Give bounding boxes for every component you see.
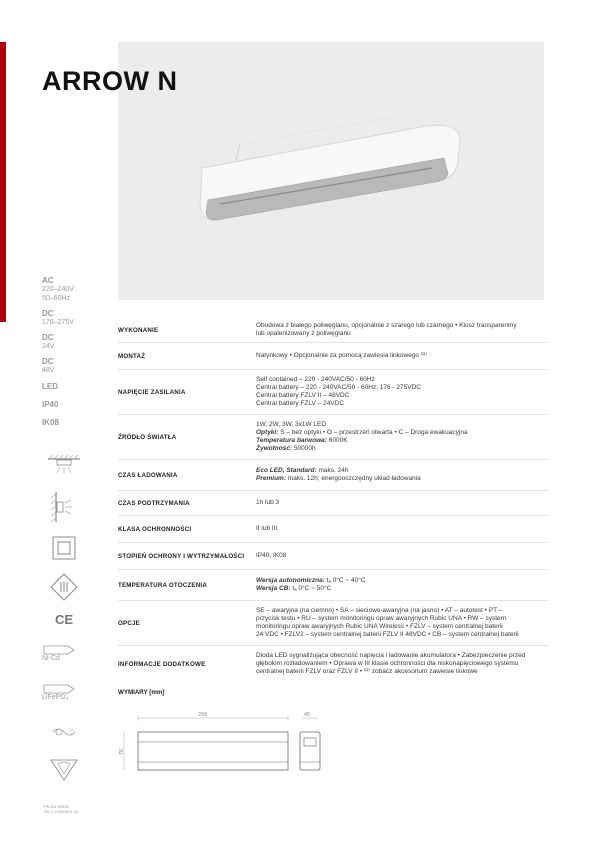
value-line	[256, 577, 548, 585]
row-value	[256, 372, 548, 412]
dim-height: 76	[119, 748, 125, 755]
value-line: Central battery – 220 - 240VAC/50 - 60Hz; 176 - 275VDC	[256, 384, 421, 391]
value-key: Wersja CB:	[256, 585, 291, 592]
row-label: OPCJE	[118, 619, 140, 627]
value-text: 6000K	[326, 437, 348, 444]
value-text: maks. 12h; energooszczędny układ ładowania	[285, 475, 421, 482]
row-klasa	[118, 516, 548, 543]
accent-rule	[0, 42, 6, 322]
value-line: Central battery FZLV II – 48VDC	[256, 392, 350, 399]
value-line: przycisk testu • RU – system monitoringu opraw awaryjnych Rubic UNA • RW – system	[256, 615, 507, 622]
spec-ac-voltage: 220–240V	[42, 286, 74, 293]
svg-text:12: 12	[69, 727, 74, 732]
value-line: 24 VDC • FZLV2 – system centralnej baterii FZLV II 48VDC • CB – system centralnej baterii	[256, 631, 519, 638]
dim-length: 299	[198, 712, 208, 718]
row-value	[256, 348, 548, 364]
row-wykonanie	[118, 318, 548, 343]
spec-ip: IP40	[42, 400, 59, 409]
row-label: WYKONANIE	[118, 326, 159, 334]
quality-mark-icon	[42, 756, 86, 782]
value-line: SE – awaryjna (na ciemno) • SA – sieciowo-awaryjna (na jasno) • AT – autotest • PT –	[256, 607, 503, 614]
spec-ac-frequency: 50–60Hz	[42, 295, 71, 302]
value-key: Optyki:	[256, 429, 279, 436]
spec-dc2-voltage: 24V	[42, 343, 55, 350]
row-value	[256, 417, 548, 457]
value-line	[256, 429, 548, 437]
row-label: STOPIEŃ OCHRONY I WYTRZYMAŁOŚCI	[118, 552, 245, 560]
row-value: 1h lub 3	[256, 499, 280, 506]
value-line: monitoringu opraw awaryjnych Rubic UNA Wireless • FZLV – system centralnej baterii	[256, 623, 503, 630]
row-value	[256, 573, 548, 597]
class-ii-icon	[42, 535, 86, 561]
value-line: Dioda LED sygnalizująca obecność napięcia i ładowanie akumulatora • Zabezpieczenie przed	[256, 652, 526, 659]
value-key: Premium:	[256, 475, 286, 482]
value-line	[256, 585, 548, 593]
row-informacje	[118, 646, 548, 682]
spec-table	[118, 318, 548, 682]
row-value: IP40, IK08	[256, 552, 287, 559]
row-value	[256, 648, 548, 680]
battery-nicd-icon	[42, 645, 86, 662]
ce-icon: CE	[54, 612, 74, 627]
value-key: Wersja autonomiczna:	[256, 577, 325, 584]
value-text: tₐ 0°C ~ 40°C	[324, 577, 366, 584]
value-text: maks. 24h	[316, 467, 349, 474]
row-label: NAPIĘCIE ZASILANIA	[118, 388, 186, 396]
value-line: lub opalenizowany z poliwęglanu	[256, 330, 351, 337]
value-key: Eco LED, Standard:	[256, 467, 317, 474]
value-line	[256, 467, 548, 475]
value-text: S – bez optyki • O – przestrzeń otwarta • C – Droga ewakuacyjna	[278, 429, 468, 436]
battery-lifepo-label: LiFePO₄	[42, 694, 69, 701]
row-opcje	[118, 601, 548, 646]
value-line	[256, 437, 548, 445]
value-line: głębokim rozładowaniem • Oprawa w III klasie ochronności dla niskonapięciowego systemu	[256, 660, 519, 667]
class-iii-icon	[42, 573, 86, 601]
value-line: Natynkowy • Opcjonalnie za pomocą zawiesia linkowego ⁽ᴿ⁾	[256, 352, 427, 359]
left-spec-list	[42, 276, 112, 436]
row-podtrzymanie	[118, 491, 548, 516]
value-line	[256, 475, 548, 483]
dimensions-label: WYMIARY [mm]	[118, 689, 165, 696]
row-value	[256, 603, 548, 643]
row-temperatura	[118, 570, 548, 601]
spec-dc2-head: DC	[42, 333, 54, 342]
value-line	[256, 445, 548, 453]
spec-dc3-voltage: 48V	[42, 367, 55, 374]
page-title: ARROW N	[42, 66, 178, 96]
row-ladowanie	[118, 460, 548, 491]
spec-ik: IK08	[42, 418, 59, 427]
spec-dc1-head: DC	[42, 309, 54, 318]
value-line: Obudowa z białego poliwęglanu, opcjonalnie z szarego lub czarnego • Klosz transparentny	[256, 322, 517, 329]
surface-mount-icon	[42, 454, 86, 480]
row-label: KLASA OCHRONNOŚCI	[118, 525, 192, 533]
spec-led: LED	[42, 382, 58, 391]
battery-lifepo-icon	[42, 684, 86, 701]
row-stopien	[118, 543, 548, 570]
certification-icon	[42, 724, 86, 740]
value-line: Self contained – 220 - 240VAC/50 - 60Hz	[256, 376, 375, 383]
row-montaz	[118, 343, 548, 370]
row-value	[256, 463, 548, 487]
value-line: Central battery FZLV – 24VDC	[256, 400, 345, 407]
standards-footnote	[44, 804, 104, 814]
row-label: CZAS ŁADOWANIA	[118, 471, 178, 479]
row-label: INFORMACJE DODATKOWE	[118, 660, 206, 668]
value-key: Temperatura barwowa:	[256, 437, 327, 444]
row-value: II lub III	[256, 525, 278, 532]
standards-line-1: PN-EN 60598	[44, 804, 69, 809]
row-label: ŹRÓDŁO ŚWIATŁA	[118, 433, 177, 441]
spec-dc1-voltage: 176–275V	[42, 319, 74, 326]
row-value	[256, 318, 548, 342]
row-label: CZAS PODTRZYMANIA	[118, 499, 190, 507]
row-label: TEMPERATURA OTOCZENIA	[118, 581, 207, 589]
dim-depth: 45	[304, 712, 311, 718]
value-line: centralnej baterii FZLV oraz FZLV II • ⁽ᴿ⁾ zobacz akcesorium zawiesie linkowe	[256, 668, 478, 675]
row-zrodlo	[118, 415, 548, 460]
spec-ac-head: AC	[42, 276, 54, 285]
battery-nicd-label: Ni-Cd	[42, 655, 60, 662]
lamp-image	[196, 116, 466, 236]
spec-dc3-head: DC	[42, 357, 54, 366]
dimension-drawing	[118, 712, 328, 782]
value-line: 1W, 2W, 3W, 3x1W LED	[256, 421, 327, 428]
value-key: Żywotność:	[256, 445, 293, 452]
standards-line-2: EN 1-0 60598-2-22	[44, 809, 79, 814]
row-label: MONTAŻ	[118, 352, 146, 360]
wall-mount-icon	[42, 490, 86, 524]
value-text: 50000h	[292, 445, 316, 452]
row-napiecie	[118, 370, 548, 415]
value-text: tₐ 0°C ~ 50°C	[290, 585, 332, 592]
